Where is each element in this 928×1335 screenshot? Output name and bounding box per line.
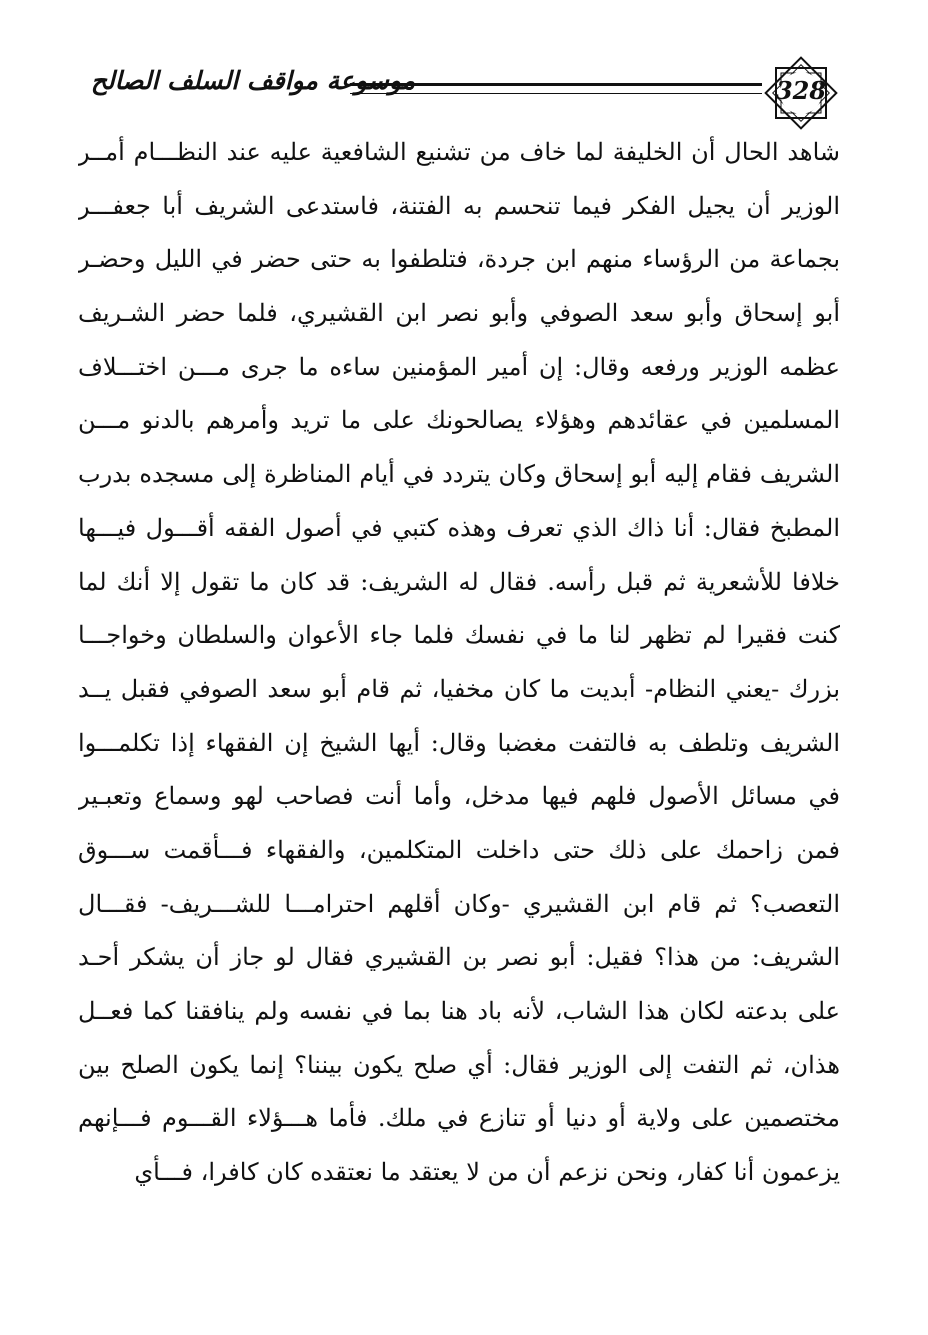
text-line: بزرك -يعني النظام- أبديت ما كان مخفيا، ثم قام أبو سعد الصوفي فقبل يــد bbox=[78, 674, 840, 703]
body-text bbox=[78, 126, 840, 1200]
book-title: موسوعة مواقف السلف الصالح bbox=[90, 66, 416, 95]
header-rule bbox=[350, 83, 762, 94]
page-header bbox=[60, 52, 850, 132]
text-line: في مسائل الأصول فلهم فيها مدخل، وأما أنت فصاحب لهو وسماع وتعبـير bbox=[78, 782, 840, 811]
text-line: هذان، ثم التفت إلى الوزير فقال: أي صلح يكون بيننا؟ إنما يكون الصلح بين bbox=[78, 1050, 840, 1079]
text-line: مختصمين على ولاية أو دنيا أو تنازع في ملك. فأما هـــؤلاء القـــوم فـــإنهم bbox=[78, 1104, 840, 1133]
text-line: يزعمون أنا كفار، ونحن نزعم أن من لا يعتقد ما نعتقده كان كافرا، فـــأي bbox=[134, 1158, 840, 1187]
text-line: المطبخ فقال: أنا ذاك الذي تعرف وهذه كتبي في أصول الفقه أقـــول فيـــها bbox=[78, 513, 840, 542]
text-line: التعصب؟ ثم قام ابن القشيري -وكان أقلهم احترامـــا للشـــريف- فقـــال bbox=[78, 889, 840, 918]
text-line: المسلمين في عقائدهم وهؤلاء يصالحونك على ما تريد وأمرهم بالدنو مـــن bbox=[78, 406, 840, 435]
text-line: الشريف: من هذا؟ فقيل: أبو نصر بن القشيري فقال لو جاز أن يشكر أحـد bbox=[78, 943, 840, 972]
text-line: على بدعته لكان هذا الشاب، لأنه باد هنا بما في نفسه ولم ينافقنا كما فعــل bbox=[78, 997, 840, 1025]
text-line: خلافا للأشعرية ثم قبل رأسه. فقال له الشريف: قد كان ما تقول إلا أنك لما bbox=[78, 567, 840, 596]
page-number: 328 bbox=[775, 76, 827, 105]
text-line: عظمه الوزير ورفعه وقال: إن أمير المؤمنين ساءه ما جرى مـــن اختـــلاف bbox=[78, 352, 840, 381]
text-line: الشريف فقام إليه أبو إسحاق وكان يتردد في أيام المناظرة إلى مسجده بدرب bbox=[78, 460, 840, 489]
text-line: كنت فقيرا لم تظهر لنا ما في نفسك فلما جاء الأعوان والسلطان وخواجـــا bbox=[78, 621, 840, 650]
text-line: أبو إسحاق وأبو سعد الصوفي وأبو نصر ابن القشيري، فلما حضر الشـريف bbox=[78, 299, 840, 328]
text-line: شاهد الحال أن الخليفة لما خاف من تشنيع الشافعية عليه عند النظـــام أمــر bbox=[78, 138, 840, 166]
text-line: بجماعة من الرؤساء منهم ابن جردة، فتلطفوا به حتى حضر في الليل وحضـر bbox=[78, 245, 840, 274]
text-line: الشريف وتلطف به فالتفت مغضبا وقال: أيها الشيخ إن الفقهاء إذا تكلمـــوا bbox=[78, 728, 840, 757]
text-line: الوزير أن يجيل الفكر فيما تنحسم به الفتنة، فاستدعى الشريف أبا جعفـــر bbox=[78, 191, 840, 220]
text-line: فمن زاحمك على ذلك حتى داخلت المتكلمين، والفقهاء فـــأقمت ســـوق bbox=[78, 835, 840, 864]
